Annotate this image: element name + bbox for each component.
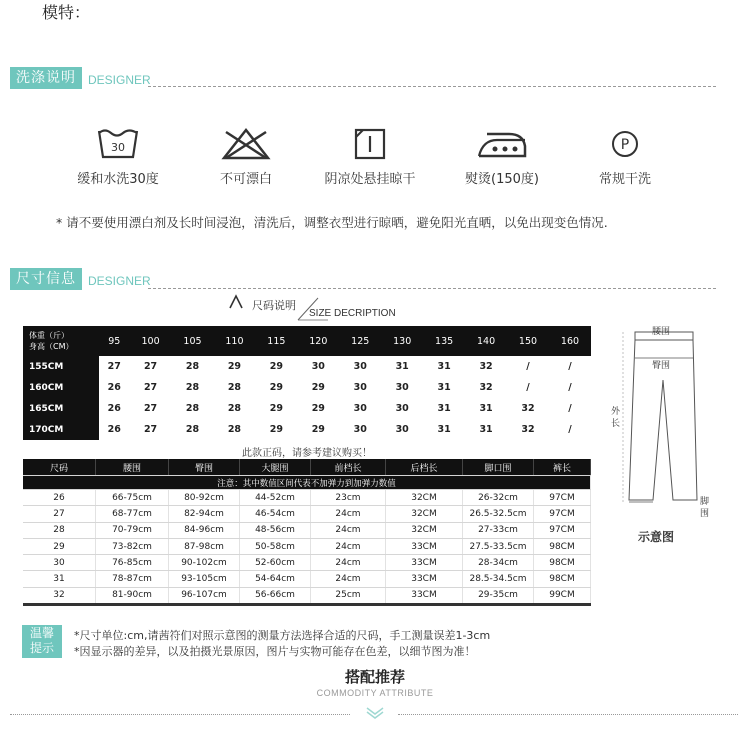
- size-cell: 28: [227, 403, 242, 414]
- table-cell: 98CM: [534, 555, 591, 571]
- table-cell: 27: [23, 506, 96, 522]
- care-label-hang: 阴凉处悬挂晾干: [324, 172, 416, 187]
- table-cell: 93-105cm: [169, 571, 240, 587]
- table-cell: 32CM: [386, 490, 463, 506]
- table-cell: 28.5-34.5cm: [463, 571, 534, 587]
- wash-30-icon: [97, 127, 139, 161]
- table-row: [23, 490, 591, 506]
- table-cell: 24cm: [311, 555, 386, 571]
- pants-diagram-icon: [615, 320, 715, 520]
- height-cell: 170CM: [23, 419, 99, 440]
- table-cell: 50-58cm: [240, 538, 311, 554]
- table-row: [23, 356, 591, 377]
- corner-weight: 体重（斤）: [29, 331, 69, 340]
- table-cell: 27-33cm: [463, 522, 534, 538]
- size-cell: 29: [311, 403, 325, 414]
- size-cell: 26: [107, 382, 121, 393]
- size-cell: 30: [353, 403, 367, 414]
- table-cell: 32CM: [386, 506, 463, 522]
- table-cell: 33CM: [386, 538, 463, 554]
- iron-icon: [475, 128, 529, 160]
- size-cell: 30: [353, 361, 367, 372]
- table-cell: 46-54cm: [240, 506, 311, 522]
- height-cell: 160CM: [23, 377, 99, 398]
- column-header: 尺码: [23, 459, 96, 476]
- table-row: [23, 377, 591, 398]
- size-cell: /: [568, 361, 572, 372]
- table-cell: 32CM: [386, 522, 463, 538]
- size-cell: 26: [107, 424, 121, 435]
- care-label-iron: 熨烫(150度): [465, 172, 539, 187]
- size-cell: 30: [311, 361, 325, 372]
- table-cell: 97CM: [534, 490, 591, 506]
- table-cell: 97CM: [534, 506, 591, 522]
- table-cell: 44-52cm: [240, 490, 311, 506]
- svg-text:30: 30: [111, 141, 125, 154]
- measurement-note: 注意：其中数值区间代表不加弹力到加弹力数值: [23, 476, 591, 490]
- size-cell: 28: [185, 361, 200, 372]
- table-cell: 28: [23, 522, 96, 538]
- tips-line-2: *因显示器的差异，以及拍摄光景原因，图片与实物可能存在色差，以细节图为准！: [74, 645, 476, 658]
- size-cell: 30: [395, 403, 409, 414]
- recommend-divider-left: [10, 714, 350, 715]
- table-cell: 52-60cm: [240, 555, 311, 571]
- column-header: 大腿围: [240, 459, 311, 476]
- size-recommend-note: 此款正码，请参考建议购买！: [242, 448, 372, 459]
- chevron-down-icon: [364, 706, 386, 720]
- weight-cell: 150: [507, 326, 549, 356]
- table-cell: 80-92cm: [169, 490, 240, 506]
- care-label-dryclean: 常规干洗: [598, 172, 651, 187]
- table-cell: 33CM: [386, 571, 463, 587]
- column-header: 后档长: [386, 459, 463, 476]
- recommend-subtitle: COMMODITY ATTRIBUTE: [316, 688, 434, 698]
- no-bleach-icon: [220, 126, 272, 162]
- size-cell: 29: [269, 403, 283, 414]
- table-cell: 99CM: [534, 587, 591, 604]
- table-cell: 30: [23, 555, 96, 571]
- table-row: [23, 398, 591, 419]
- table-cell: 28-34cm: [463, 555, 534, 571]
- table-cell: 33CM: [386, 555, 463, 571]
- table-cell: 29: [23, 538, 96, 554]
- weight-cell: 110: [213, 326, 255, 356]
- table-cell: 54-64cm: [240, 571, 311, 587]
- size-cell: 31: [395, 361, 409, 372]
- diagram-hem-label: 脚围: [700, 497, 710, 519]
- table-cell: 96-107cm: [169, 587, 240, 604]
- tips-line-1: *尺寸单位:cm,请茜符们对照示意图的测量方法选择合适的尺码，手工测量误差1-3cm: [74, 629, 491, 642]
- table-cell: 66-75cm: [96, 490, 169, 506]
- care-item-hang: [305, 124, 435, 187]
- table-cell: 24cm: [311, 506, 386, 522]
- table-row: [23, 555, 591, 571]
- table-cell: 76-85cm: [96, 555, 169, 571]
- weight-cell: 130: [381, 326, 423, 356]
- table-cell: 48-56cm: [240, 522, 311, 538]
- table-row: [23, 587, 591, 604]
- care-label-bleach: 不可漂白: [219, 172, 272, 187]
- table-cell: 29-35cm: [463, 587, 534, 604]
- size-cell: /: [526, 382, 530, 393]
- table-cell: 82-94cm: [169, 506, 240, 522]
- table-row: [23, 506, 591, 522]
- weight-cell: 135: [423, 326, 465, 356]
- size-cell: 28: [185, 403, 200, 414]
- table-cell: 97CM: [534, 522, 591, 538]
- table-cell: 87-98cm: [169, 538, 240, 554]
- size-cell: 32: [521, 403, 535, 414]
- care-item-dryclean: [560, 124, 690, 187]
- weight-header-row: [23, 326, 591, 356]
- size-cell: 27: [143, 382, 158, 393]
- size-cell: 32: [521, 424, 535, 435]
- weight-cell: 100: [130, 326, 172, 356]
- size-cell: 30: [395, 424, 409, 435]
- weight-cell: 140: [465, 326, 507, 356]
- table-cell: 73-82cm: [96, 538, 169, 554]
- size-cell: 30: [353, 382, 367, 393]
- weight-cell: 95: [99, 326, 130, 356]
- weight-cell: 160: [549, 326, 591, 356]
- column-header: 臀围: [169, 459, 240, 476]
- care-section-header: [10, 67, 151, 89]
- svg-text:P: P: [620, 137, 630, 153]
- table-cell: 78-87cm: [96, 571, 169, 587]
- measurement-note-row: [23, 476, 591, 490]
- table-cell: 56-66cm: [240, 587, 311, 604]
- size-chart-title: 尺码说明: [252, 299, 296, 312]
- care-item-wash: [53, 124, 183, 187]
- size-cell: 31: [437, 382, 451, 393]
- recommend-title: 搭配推荐: [344, 668, 405, 686]
- measurement-table: [23, 459, 591, 606]
- size-cell: 27: [143, 403, 158, 414]
- size-cell: /: [526, 361, 530, 372]
- size-cell: 29: [311, 424, 325, 435]
- size-cell: 28: [185, 424, 200, 435]
- diagram-caption: 示意图: [638, 530, 675, 544]
- size-cell: 27: [107, 361, 121, 372]
- table-cell: 32: [23, 587, 96, 604]
- table-cell: 68-77cm: [96, 506, 169, 522]
- table-corner: [23, 326, 99, 356]
- dry-clean-icon: [610, 129, 640, 159]
- column-header: 腰围: [96, 459, 169, 476]
- size-cell: 31: [437, 361, 451, 372]
- size-cell: 28: [227, 424, 242, 435]
- tips-badge-line2: 提示: [29, 641, 54, 655]
- care-section-designer: DESIGNER: [88, 73, 151, 87]
- measurement-header-row: [23, 459, 591, 476]
- care-section-badge: 洗涤说明: [10, 67, 82, 89]
- care-item-iron: [437, 124, 567, 187]
- size-cell: 29: [269, 361, 283, 372]
- weight-cell: 125: [339, 326, 381, 356]
- table-cell: 25cm: [311, 587, 386, 604]
- size-cell: 28: [185, 382, 200, 393]
- table-cell: 24cm: [311, 522, 386, 538]
- height-cell: 165CM: [23, 398, 99, 419]
- care-divider: [148, 86, 716, 87]
- size-cell: 30: [353, 424, 367, 435]
- tips-badge: [22, 625, 62, 658]
- table-cell: 70-79cm: [96, 522, 169, 538]
- table-row: [23, 538, 591, 554]
- weight-cell: 105: [172, 326, 214, 356]
- size-section-designer: DESIGNER: [88, 274, 151, 288]
- recommend-divider-right: [398, 714, 738, 715]
- size-cell: 26: [107, 403, 121, 414]
- table-row: [23, 571, 591, 587]
- size-cell: /: [568, 382, 572, 393]
- column-header: 裤长: [534, 459, 591, 476]
- tips-badge-line1: 温馨: [29, 626, 54, 640]
- column-header: 脚口围: [463, 459, 534, 476]
- size-cell: 30: [395, 382, 409, 393]
- table-cell: 33CM: [386, 587, 463, 604]
- table-cell: 98CM: [534, 571, 591, 587]
- table-cell: 27.5-33.5cm: [463, 538, 534, 554]
- care-note: * 请不要使用漂白剂及长时间浸泡，清洗后，调整衣型进行晾晒，避免阳光直晒，以免出现变色情况.: [56, 215, 608, 230]
- size-cell: /: [568, 403, 572, 414]
- model-label: 模特：: [42, 3, 91, 22]
- diagram-outer-length-label: 外长: [611, 407, 621, 429]
- weight-cell: 115: [255, 326, 297, 356]
- table-cell: 84-96cm: [169, 522, 240, 538]
- size-cell: 29: [269, 382, 283, 393]
- table-cell: 98CM: [534, 538, 591, 554]
- diagram-waist-label: 腰围: [652, 327, 671, 337]
- size-section-badge: 尺寸信息: [10, 268, 82, 290]
- size-cell: 27: [143, 424, 158, 435]
- weight-height-table: [23, 326, 591, 440]
- size-cell: 31: [479, 403, 493, 414]
- weight-cell: 120: [297, 326, 339, 356]
- size-cell: /: [568, 424, 572, 435]
- corner-height: 身高（CM）: [29, 342, 74, 351]
- size-cell: 27: [143, 361, 158, 372]
- table-row: [23, 419, 591, 440]
- table-cell: 81-90cm: [96, 587, 169, 604]
- size-cell: 32: [479, 382, 493, 393]
- table-cell: 24cm: [311, 571, 386, 587]
- size-cell: 29: [311, 382, 325, 393]
- column-header: 前档长: [311, 459, 386, 476]
- table-cell: 26.5-32.5cm: [463, 506, 534, 522]
- care-item-bleach: [181, 124, 311, 187]
- table-cell: 90-102cm: [169, 555, 240, 571]
- size-chart-subtitle: SIZE DECRIPTION: [309, 308, 396, 319]
- hang-dry-shade-icon: [353, 127, 387, 161]
- size-divider: [148, 288, 716, 289]
- size-cell: 31: [437, 403, 451, 414]
- height-cell: 155CM: [23, 356, 99, 377]
- size-section-header: [10, 268, 151, 290]
- table-cell: 26-32cm: [463, 490, 534, 506]
- size-cell: 29: [269, 424, 283, 435]
- size-cell: 29: [227, 361, 242, 372]
- table-cell: 24cm: [311, 538, 386, 554]
- diagram-hip-label: 臀围: [652, 361, 671, 371]
- table-cell: 26: [23, 490, 96, 506]
- size-cell: 31: [479, 424, 493, 435]
- table-cell: 31: [23, 571, 96, 587]
- size-cell: 28: [227, 382, 242, 393]
- table-cell: 23cm: [311, 490, 386, 506]
- size-cell: 32: [479, 361, 493, 372]
- care-label-wash: 缓和水洗30度: [77, 172, 159, 187]
- size-cell: 31: [437, 424, 451, 435]
- table-row: [23, 522, 591, 538]
